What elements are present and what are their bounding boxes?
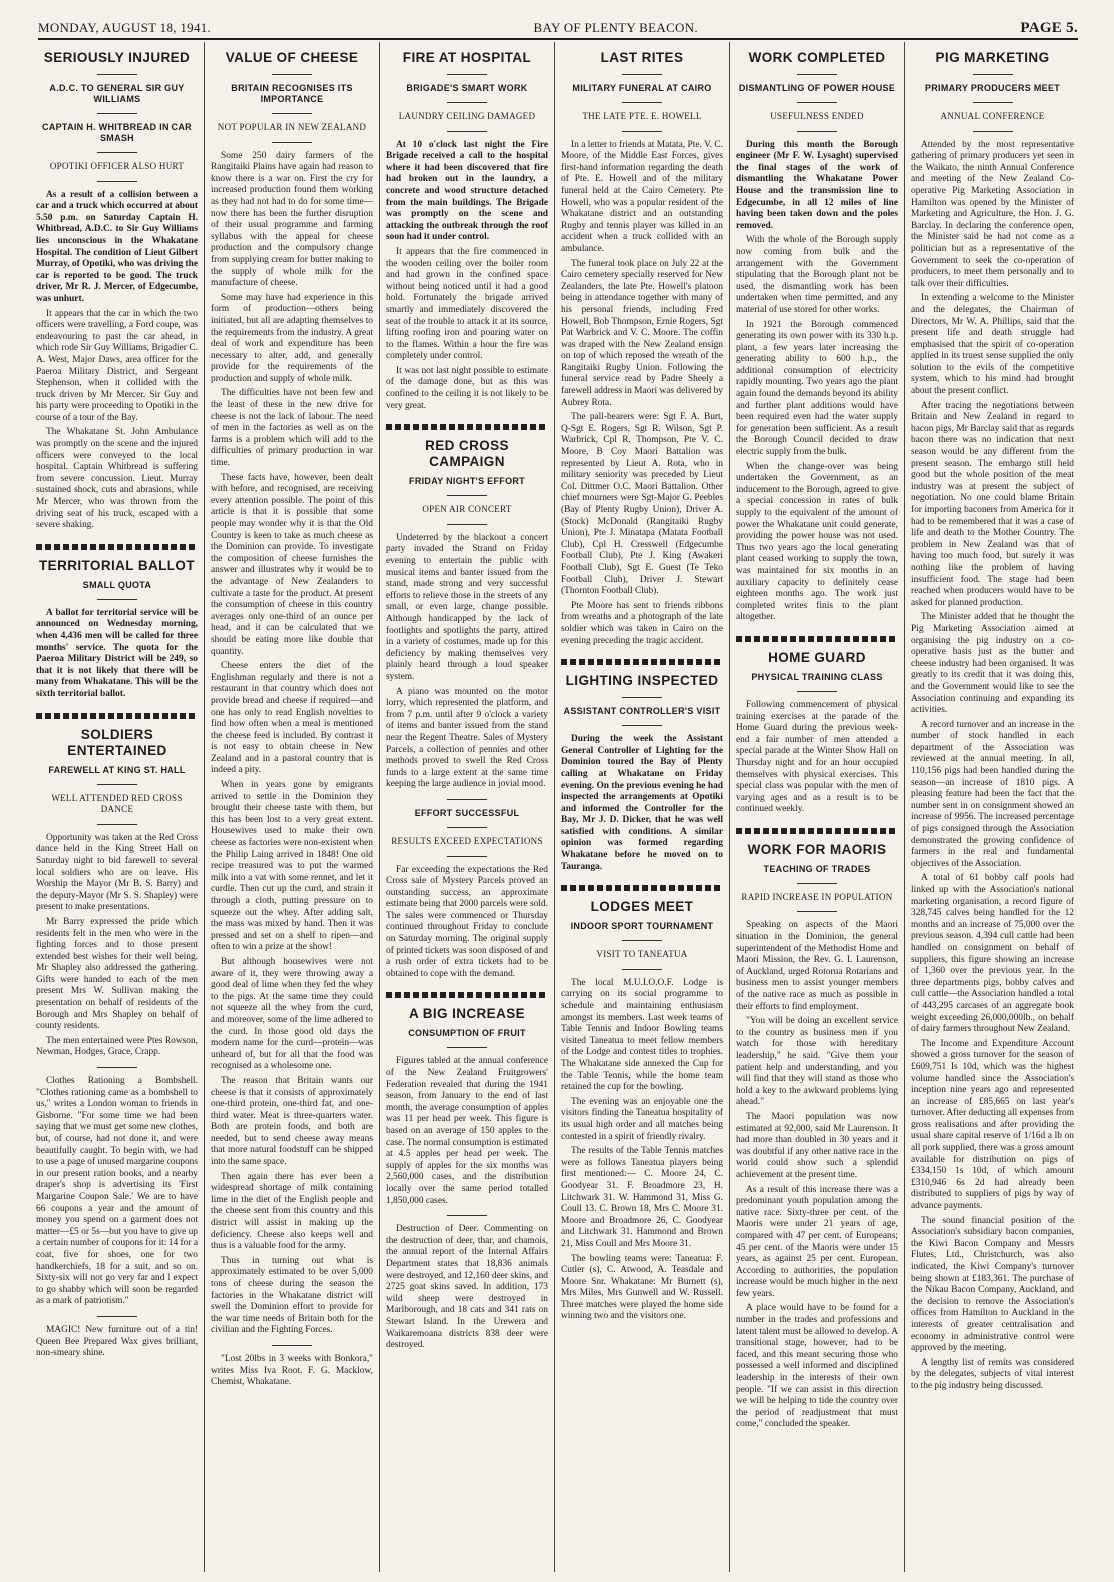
column-3 [380,42,555,1572]
subhead: USEFULNESS ENDED [770,111,864,121]
advertisement: "Lost 20lbs in 3 weeks with Bonkora," writes Miss Iva Root. F. G. Macklow, Chemist, Whakatane. [211,1353,373,1388]
divider [272,142,312,143]
paragraph: A total of 61 bobby calf pools had linked up with the Association's national marketing organisation, a record figure of 328,745 calves being handled for the 12 months and an increase of 75,000 over the previous season. 4,394 cull cattle had been handled on consignment on behalf of suppliers, this figure showing an increase of 1,360 over the previous year. In the three departments pigs, bobby calves and cull cattle—the Association handled a total of 443,295 carcases of an aggregate book weight exceeding 26,000,000lb., on behalf of dairy farmers throughout New Zealand. [911,873,1074,1035]
paragraph: A lengthy list of remits was considered by the delegates, subjects of vital interest to the pig industry being discussed. [911,1357,1074,1391]
divider [622,131,662,132]
headline-last-rites: LAST RITES [600,50,684,65]
paragraph: Speaking on aspects of the Maori situation in the Dominion, the general superintendent of the Methodist Home and Maori Mission, the Rev. G. I. Laurenson, of Auckland, urged Rotorua Rotarians and business men to assist younger members of the native race as much as possible in their efforts to find employment. [736,920,898,1012]
paragraph: The Whakatane St. John Ambulance was promptly on the scene and the injured officers were conveyed to the local hospital. Captain Whitbread is suffering from severe concussion. Lieut. Murray sustained shock, cuts and abrasions, while Mr Mercer, who was thrown from the driving seat of his truck, escaped with a severe shaking. [36,427,198,531]
paragraph: When in years gone by emigrants arrived to settle in the Dominion they brought their cheese taste with them, but this has been lost to a very great extent. Housewives used to make their own cheese as factories were non-existent when the Philip Laing arrived in 1848! One old recipe treasured was to put the warmed milk into a vat with some rennet, and let it curdle. Then cut up the curd, and strain it through a cloth, putting pressure on to squeeze out the whey. After adding salt, the mass was mixed by hand. Then it was pressed and set on a shelf to ripen—and often to win a prize at the show! [211,780,373,953]
divider [447,131,487,132]
divider [447,495,487,496]
headline-lodges-meet: LODGES MEET [590,899,694,915]
divider [447,524,487,525]
paragraph: "You will be doing an excellent service to the country as business men if you watch for those with hereditary leadership," he said. "Give them your patient help and understanding, and you will find that they will stand as those who hold a key to the awkward problems lying ahead." [736,1016,898,1108]
divider [447,102,487,103]
subhead: EFFORT SUCCESSFUL [414,807,520,818]
paragraph: The funeral took place on July 22 at the Cairo cemetery specially reserved for New Zealanders, the late Pte. Howell's platoon being in attendance together with many of his personal friends, including Fred Howell, Bob Thompson, Ernie Rogers, Sgt Pat Warbrick and V. C. Moore. The coffin was draped with the New Zealand ensign on top of which reposed the wreath of the Rangitaiki Rugby Union. Following the funeral service read by Padre Sheely a farewell address in Maori was delivered by Aubrey Rota. [561,258,723,408]
headline-work-completed: WORK COMPLETED [748,50,886,65]
subhead: VISIT TO TANEATUA [596,949,688,960]
column-5 [730,42,905,1572]
paragraph: The evening was an enjoyable one the visitors finding the Taneatua hospitality of its usual high order and all matches being contested in a spirit of friendly rivalry. [561,1096,723,1142]
ornamental-rule [561,885,723,891]
divider [272,1345,312,1346]
subhead: RESULTS EXCEED EXPECTATIONS [391,835,543,846]
divider [97,1316,137,1317]
divider [622,969,662,970]
subhead: SMALL QUOTA [82,579,152,590]
divider [622,725,662,726]
subhead: FAREWELL AT KING ST. HALL [48,764,186,775]
subhead: MILITARY FUNERAL AT CAIRO [572,83,712,93]
divider [97,784,137,785]
paragraph: In 1921 the Borough commenced generating its own power with its 330 h.p. plant, a few years later increasing the generating ability to 600 h.p., the additional consumption of electricity rapidly mounting. Two years ago the plant again found the demands beyond its ability and further plant additions would have been required even had the water supply for generation been sufficient. As a result the Borough Council decided to draw electric supply from the bulk. [736,319,898,458]
paragraph: The reason that Britain wants our cheese is that it consists of approximately one-third protein, one-third fat, and one-third water. Meat is three-quarters water. Both are protein foods, and both are needed, but to send cheese away means that more natural foodstuff can be shipped into the same space. [211,1075,373,1168]
divider [973,102,1013,103]
divider [97,74,137,75]
paragraph: These facts have, however, been dealt with before, and recognised, are receiving every attention possible. The point of this article is that it is possible that some people may wonder why it is that the Old Country is keen to take as much cheese as the Dominion can provide. To investigate the composition of cheese furnishes the answer and illustrates why it would be to the advantage of New Zealanders to cultivate a taste for the product. At present the consumption of cheese in this country averages only one-third of an ounce per head, and it can be calculated that we should be eating more like double that quantity. [211,472,373,657]
ornamental-rule [36,713,198,719]
paragraph: A ballot for territorial service will be announced on Wednesday morning, when 4,436 men will be called for three months' service. The quota for the Paeroa Military District will be 249, so that it is not likely that there will be many from Whakatane. This will be the sixth territorial ballot. [36,607,198,699]
subhead: WELL ATTENDED RED CROSS DANCE [51,792,183,815]
divider [797,102,837,103]
paragraph: When the change-over was being undertaken the Government, as an inducement to the Borough, agreed to give a special concession in rates of bulk supply to the equivalent of the amount of power the Whakatane unit could generate, providing the power house was not used. Thus two years ago the local generating plant ceased working to supply the town, was maintained for six months in an auxiliary capacity to definitely cease eighteen months ago. The work just completed writes finis to the plant altogether. [736,461,898,623]
divider [97,599,137,600]
subhead: CONSUMPTION OF FRUIT [408,1028,526,1039]
divider [97,1067,137,1068]
paragraph: Some 250 dairy farmers of the Rangitaiki Plains have again had reason to know there is a war on. First the cry for increased production found them working as they had not had to do for some time—now there has been the further disruption of their usual programme and farming syllabus with the appeal for cheese production and the compulsory change from supplying cream for butter making to the supply of whole milk for the manufacture of cheese. [211,150,373,289]
paragraph: As a result of this increase there was a predominant youth population among the native race. Sixty-three per cent. of the Maoris were under 21 years of age, compared with 47 per cent. of Europeans; 45 per cent. of the Maoris were under 15 years, as against 25 per cent. European. According to authorities, the population increase would be much higher in the next few years. [736,1184,898,1299]
paragraph: Pte Moore has sent to friends ribbons from wreaths and a photograph of the late soldier which was taken in Cairo on the evening preceding the tragic accident. [561,600,723,646]
divider [447,856,487,857]
headline-territorial-ballot: TERRITORIAL BALLOT [39,557,195,573]
divider [622,74,662,75]
paragraph: The Maori population was now estimated at 92,000, said Mr Laurenson. It had more than doubled in 30 years and it was doubtful if any other native race in the world could show such a splendid achievement at the present time. [736,1111,898,1180]
paragraph: The bowling teams were: Taneatua: F. Cutler (s), C. Atwood, A. Teasdale and Moore Snr. Whakatane: Mr Burnett (s), Mrs Miles, Mrs Gunwell and W. Russell. Three matches were played the home side winning two and the visitors one. [561,1253,723,1322]
headline-fire-at-hospital: FIRE AT HOSPITAL [402,50,532,65]
paragraph: It appears that the car in which the two officers were travelling, a Ford coupe, was endeavouring to past the car ahead, in which rode Sir Guy Williams, Brigadier C. A. West, Major Daws, area officer for the Paeroa Military District, and Sergeant Stephenson, when it collided with the truck driven by Mr Mercer. Sir Guy and his party were proceeding to Opotiki in the course of a tour of the Bay. [36,308,198,423]
subhead: PHYSICAL TRAINING CLASS [751,671,883,682]
subhead: CAPTAIN H. WHITBREAD IN CAR SMASH [42,122,192,143]
divider [797,691,837,692]
masthead [38,18,1078,40]
subhead: RAPID INCREASE IN POPULATION [741,891,893,902]
divider [447,1215,487,1216]
divider [622,697,662,698]
paragraph: Some may have had experience in this form of production—others being initiated, but all are adapting themselves to the requirements from the industry. A great deal of work and expenditure has been necessary to alter, add, and generally provide for the requirements of the production and supply of whole milk. [211,292,373,384]
ornamental-rule [36,544,198,550]
divider [447,827,487,828]
paragraph: Destruction of Deer. Commenting on the destruction of deer, thar, and chamois, the annual report of the Internal Affairs Department states that 18,836 animals were destroyed, and 12,160 deer skins, and 2725 goat skins saved. In addition, 173 wild sheep were destroyed in Marlborough, and 18 cats and 341 rats on Stewart Island. In the Urewera and Waikaremoana districts 838 deer were destroyed. [386,1224,548,1351]
paragraph: With the whole of the Borough supply now coming from bulk and the arrangement with the Government stipulating that the Borough plant not be used, the dismantling work has been undertaken when time permitted, and any material of use stored for other works. [736,235,898,315]
paragraph: The pall-bearers were: Sgt F. A. Burt, Q-Sgt E. Rogers, Sgt R. Wilson, Sgt P. Warbrick, Cpl R. Thompson, Pte V. C. Moore, B Coy Maori Battalion was represented by Lieut A. Rota, who in military seniority was preceded by Lieut Col. Dittmer O.C. Maori Battalion. Other chief mourners were Sgt-Major G. Peebles (Bay of Plenty Rugby Union), Driver A. (Stock) McDonald (Rangitaiki Rugby Union), Pte J. Minatapa (Matata Football Club), Cpl H. Cresswell (Edgecumbe Football Club), Pte J. King (Awakeri Football Club), Sgt E. Guest (Te Teko Football Club), Driver J. Stewart (Thornton Football Club). [561,412,723,597]
divider [97,181,137,182]
divider [447,1047,487,1048]
headline-soldiers-entertained: SOLDIERS ENTERTAINED [67,726,167,758]
column-1 [30,42,205,1572]
headline-red-cross-campaign: RED CROSS CAMPAIGN [425,438,509,470]
subhead: ASSISTANT CONTROLLER'S VISIT [563,706,721,717]
paragraph: A record turnover and an increase in the number of stock handled in each department of the Association was reviewed at the annual meeting. In all, 110,156 pigs had been handled during the season—an increase of 1810 pigs. A pleasing feature had been the fact that the number sent in on consignment showed an increase of 9956. The increased percentage of pigs consigned through the Association demonstrated the growing confidence of farmers in the real and fundamental objectives of the Association. [911,719,1074,869]
paragraph: During the week the Assistant General Controller of Lighting for the Dominion toured the Bay of Plenty calling at Whakatane on Friday evening. On the previous evening he had inspected the arrangements at Opotiki and informed the Controller for the Bay, Mr J. D. Dicker, that he was well satisfied with conditions. A similar opinion was formed regarding Whakatane before he moved on to Tauranga. [561,734,723,872]
headline-lighting-inspected: LIGHTING INSPECTED [565,673,719,689]
paragraph: The sound financial position of the Association's subsidiary bacon companies, the Kiwi Bacon Company and Messrs Flutes, Ltd., Christchurch, was also indicated, the Kiwi Company's turnover being shown at £183,361. The purchase of the Nikau Bacon Company, Auckland, and the decision to remove the Association's offices from Hamilton to Auckland in the interests of greater centralisation and economy in administrative control were approved by the meeting. [911,1215,1074,1354]
subhead: A.D.C. TO GENERAL SIR GUY WILLIAMS [49,83,185,104]
divider [622,102,662,103]
subhead: DISMANTLING OF POWER HOUSE [738,83,896,93]
paragraph: The results of the Table Tennis matches were as follows Taneatua players being first mentioned:— C. Moore 24, C. Goodyear 31. F. Broadmore 23, H. Litchwark 31. W. Hammond 31, Miss G. Coull 13. C. Brown 18, Mrs C. Moore 31. Moore and Broadmore 26, C. Goodyear and Litchwark 31. Hammond and Brown 21, Miss Coull and Mrs Moore 31. [561,1146,723,1249]
paragraph: The difficulties have not been few and the least of these in the new drive for cheese is not the lack of labour. The need of men in the factories as well as on the farms is a problem which will add to the difficulties of primary production in war time. [211,388,373,469]
paragraph: Undeterred by the blackout a concert party invaded the Strand on Friday evening to entertain the public with musical items and banter issued from the stand, made strong and very successful efforts to relieve those in the streets of any small, or even large, change possible. Although handicapped by the lack of footlights and spotlights the party, attired in a variety of costumes, made up for this deficiency by making themselves very plainly heard through a loud speaker system. [386,532,548,682]
paragraph: Attended by the most representative gathering of primary producers yet seen in the Waikato, the ninth Annual Conference and meeting of the New Zealand Co-operative Pig Marketing Association in Hamilton was opened by the Minister of Marketing and Agriculture, the Hon. J. G. Barclay. In declaring the conference open, the Minister said he had not come as a politician but as a representative of the Government to seek the co-operation of producers, to meet them personally and to talk over their difficulties. [911,139,1074,289]
divider [622,940,662,941]
paragraph: Following commencement of physical training exercises at the parade of the Home Guard during the previous week-end a fair number of men attended a special parade at the Winter Show Hall on Thursday night and for an hour occupied themselves with physical exercises. This special class was popular with the men of varying ages and as a result is to be continued weekly. [736,699,898,815]
divider [97,113,137,114]
divider [447,74,487,75]
paragraph: A piano was mounted on the motor lorry, which represented the platform, and from 7 p.m. until after 9 o'clock a variety of items and banter issued from the stand near the Regent Theatre. Sales of Mystery Parcels, a collection of pennies and other methods proved to swell the Red Cross funds to a large extent at the same time keeping the large audience in jovial mood. [386,686,548,790]
headline-a-big-increase: A BIG INCREASE [408,1006,526,1022]
column-2 [205,42,380,1572]
paragraph: Clothes Rationing a Bombshell. "Clothes rationing came as a bombshell to us," writes a London woman to friends in Gisborne. "For some time we had been saying that we must get some new clothes, but, of course, had not done it, and were beautifully caught. To begin with, we had to use a page of unused margarine coupons in our present ration books, and a nearby draper's shop is advertising its 'First Margarine Coupon Sale.' We are to have 66 coupons a year and the amount of money you spend on a garment does not matter—£5 or 5s—but you have to give up a certain number of coupons for it: 14 for a coat, five for shoes, one for two handkerchiefs, 18 for a suit, and so on. Sixty-six will not go very far and I expect to go shabby which will soon be regarded as a mark of patriotism." [36,1076,198,1307]
column-4 [555,42,730,1572]
paragraph: Opportunity was taken at the Red Cross dance held in the King Street Hall on Saturday night to bid farewell to several local soldiers who are on leave. His Worship the Mayor (Mr B. S. Barry) and the deputy-Mayor (Mr S. S. Shapley) were present to make presentations. [36,832,198,913]
paragraph: Thus in turning out what is approximately estimated to be over 5,000 tons of cheese during the season the factories in the Whakatane district will swell the Dominion effort to provide for the war time needs of Britain both for the civilian and the Fighting Forces. [211,1255,373,1336]
divider [272,113,312,114]
paragraph: At 10 o'clock last night the Fire Brigade received a call to the hospital where it had been discovered that fire had broken out in the laundry, a concrete and wood structure detached from the main buildings. The Brigade was promptly on the scene and attacking the outbreak through the roof soon had it under control. [386,139,548,243]
ornamental-rule [736,828,898,834]
subhead: FRIDAY NIGHT'S EFFORT [409,476,525,487]
headline-value-of-cheese: VALUE OF CHEESE [225,50,359,65]
ornamental-rule [561,659,723,665]
paragraph: But although housewives were not aware of it, they were throwing away a good deal of lime when they fed the whey to the pigs. At the same time they could not squeeze all the whey from the curd, and moreover, some of the lime adhered to the curd. In those good old days the modern name for the curd—protein—was unheard of, but for all that the food was recognised as a wholesome one. [211,956,373,1072]
ornamental-rule [386,424,548,430]
divider [447,799,487,800]
divider [97,152,137,153]
divider [797,131,837,132]
subhead: LAUNDRY CEILING DAMAGED [398,111,536,121]
column-6 [905,42,1080,1572]
subhead: BRITAIN RECOGNISES ITS IMPORTANCE [231,83,353,104]
subhead: OPOTIKI OFFICER ALSO HURT [49,161,185,171]
divider [797,911,837,912]
paragraph: The local M.U.I.O.O.F. Lodge is carrying on its social programme to schedule and maintaining enthusiasm amongst its members. Last week teams of Table Tennis and Indoor Bowling teams visited Taneatua to meet fellow members of the Lodge and contest titles to trophies. The Whakatane side annexed the Cup for the Table Tennis, while the home team retained the cup for the bowling. [561,977,723,1093]
paragraph: The Minister added that he thought the Pig Marketing Association aimed at organising the pig industry on a co-operative basis just as the butter and cheese industry had been organised. It was greatly to its credit that it was doing this, and the Government would like to see the Association continuing and expanding its activities. [911,612,1074,716]
subhead: THE LATE PTE. E. HOWELL [582,111,702,121]
divider [797,883,837,884]
subhead: TEACHING OF TRADES [763,863,871,874]
issue-date: MONDAY, AUGUST 18, 1941. [38,20,212,35]
ornamental-rule [736,636,898,642]
paragraph: A place would have to be found for a number in the trades and professions and latent talent must be allowed to develop. A transitional stage, however, had to be faced, and this meant securing those who possessed a well informed and disciplined leadership in the interests of their own people. "If we can assist in this direction we will be helping to tide the country over the period of readjustment that must come," concluded the speaker. [736,1303,898,1430]
paragraph: As a result of a collision between a car and a truck which occurred at about 5.50 p.m. on Saturday Captain H. Whitbread, A.D.C. to Sir Guy Williams lies unconscious in the Whakatane Hospital. The condition of Lieut Gilbert Murray, of Opotiki, who was driving the car is reported to be good. The truck driver, Mr R. J. Mercer, of Edgecumbe, was unhurt. [36,189,198,304]
paragraph: The men entertained were Ptes Rowson, Newman, Hodges, Grace, Crapp. [36,1035,198,1058]
divider [797,74,837,75]
subhead: NOT POPULAR IN NEW ZEALAND [217,122,367,132]
paragraph: In extending a welcome to the Minister and the delegates, the Chairman of Directors, Mr W. A. Phillips, said that the present life and death struggle had emphasised that the spirit of co-operation applied in its truest sense supplied the only solution to the evils of the competitive system, which to his mind had brought about the present conflict. [911,293,1074,397]
subhead: BRIGADE'S SMART WORK [406,83,528,93]
paragraph: Cheese enters the diet of the Englishman regularly and there is not a restaurant in that country which does not provide bread and cheese if required—and one has only to read English novelties to find how often when a meal is mentioned the cheese feed is included. By contrast it is not easy to obtain cheese in New Zealand and in a pastoral country that is indeed a pity. [211,661,373,776]
paragraph: Far exceeding the expectations the Red Cross sale of Mystery Parcels proved an outstanding success, an approximate estimate being that 2000 parcels were sold. The sales were commenced or Thursday continued throughout Friday to conclude on Saturday morning. The original supply of printed tickets was soon disposed of and a rush order of extra tickets had to be obtained to cope with the demand. [386,864,548,979]
subhead: PRIMARY PRODUCERS MEET [924,83,1061,93]
subhead: ANNUAL CONFERENCE [940,111,1045,121]
paragraph: Mr Barry expressed the pride which residents felt in the men who were in the fighting forces and to those present extended best wishes for their well being. Mr Shapley also addressed the gathering. Gifts were handed to each of the men present Mrs W. Sullivan making the presentation on behalf of residents of the Borough and Mrs Shapley on behalf of county residents. [36,916,198,1032]
paragraph: It appears that the fire commenced in the wooden ceiling over the boiler room and had grown in the confined space without being noticed until it had a good hold. Fortunately the brigade arrived smartly and immediately discovered the seat of the trouble to attack it at its source, lifting roofing iron and pouring water on to the flames. Within a hour the fire was completely under control. [386,246,548,362]
paragraph: During this month the Borough engineer (Mr F. W. Lysaght) supervised the final stages of the work of dismantling the Whakatane Power House and the transmission line to Edgecumbe, in all 12 miles of line having been taken down and the poles removed. [736,139,898,231]
divider [973,131,1013,132]
paragraph: Then again there has ever been a widespread shortage of milk containing lime in the diet of the English people and the cheese sent from this country and this district will assist in making up the deficiency. Cheese also keeps well and thus is a valuable food for the army. [211,1171,373,1252]
paragraph: It was not last night possible to estimate of the damage done, but as this was confined to the ceiling it is not likely to be very great. [386,365,548,411]
headline-pig-marketing: PIG MARKETING [935,50,1050,65]
divider [973,74,1013,75]
paragraph: In a letter to friends at Matata, Pte. V. C. Moore, of the Middle East Forces, gives first-hand information regarding the death of Pte. E. Howell and of the military funeral held at the Cairo Cemetery. Pte Howell, who was a popular resident of the Whakatane district and an outstanding Rugby and tennis player was killed in an accident when a truck collided with an ambulance. [561,139,723,254]
divider [97,824,137,825]
columns [30,42,1082,1572]
page-number: PAGE 5. [1020,19,1078,36]
paragraph: Figures tabled at the annual conference of the New Zealand Fruitgrowers' Federation revealed that during the 1941 season, from January to the end of last month, the average consumption of apples was 11 per head per week. This figure is based on an average of 150 apples to the case. The normal consumption is estimated at 4.5 apples per head per week. The supply of apples for the six months was 2,560,000 cases, and the distribution locally over the same period totalled 1,850,000 cases. [386,1056,548,1206]
advertisement: MAGIC! New furniture out of a tin! Queen Bee Prepared Wax gives brilliant, non-smeary shine. [36,1324,198,1359]
paragraph: The Income and Expenditure Account showed a gross turnover for the season of £609,751 Is 10d, which was the highest volume handled since the Association's inception nine years ago and represented an increase of £85,665 on last year's turnover. After deducting all expenses from gross realisations and after providing the usual share capital reserve of 1/16d a lb on all pork supplied, there was a gross amount available for distribution on pigs of £334,150 1s 10d, of which amount £310,946 6s 2d had already been distributed to suppliers of pigs by way of advance payments. [911,1038,1074,1212]
divider [272,74,312,75]
ornamental-rule [386,992,548,998]
headline-home-guard: HOME GUARD [768,649,866,665]
paragraph: After tracing the negotiations between Britain and New Zealand in regard to bacon pigs, Mr Barclay said that as regards bacon there was no indication that next season would be any different from the present season. The embargo still held good but the whole position of the meat industry was at present the subject of negotiation. No one could blame Britain for importing baconers from America for it had to be remembered that it was a case of life and death to the Mother Country. The problem in New Zealand was that of having too much food, but surely it was nothing like the problem of having insufficient food. The stage had been reached when producers would have to be asked for planned production. [911,400,1074,608]
subhead: OPEN AIR CONCERT [422,504,512,515]
headline-work-for-maoris: WORK FOR MAORIS [747,841,887,857]
headline-seriously-injured: SERIOUSLY INJURED [43,50,191,65]
subhead: INDOOR SPORT TOURNAMENT [570,921,714,932]
newspaper-title: BAY OF PLENTY BEACON. [533,20,698,35]
